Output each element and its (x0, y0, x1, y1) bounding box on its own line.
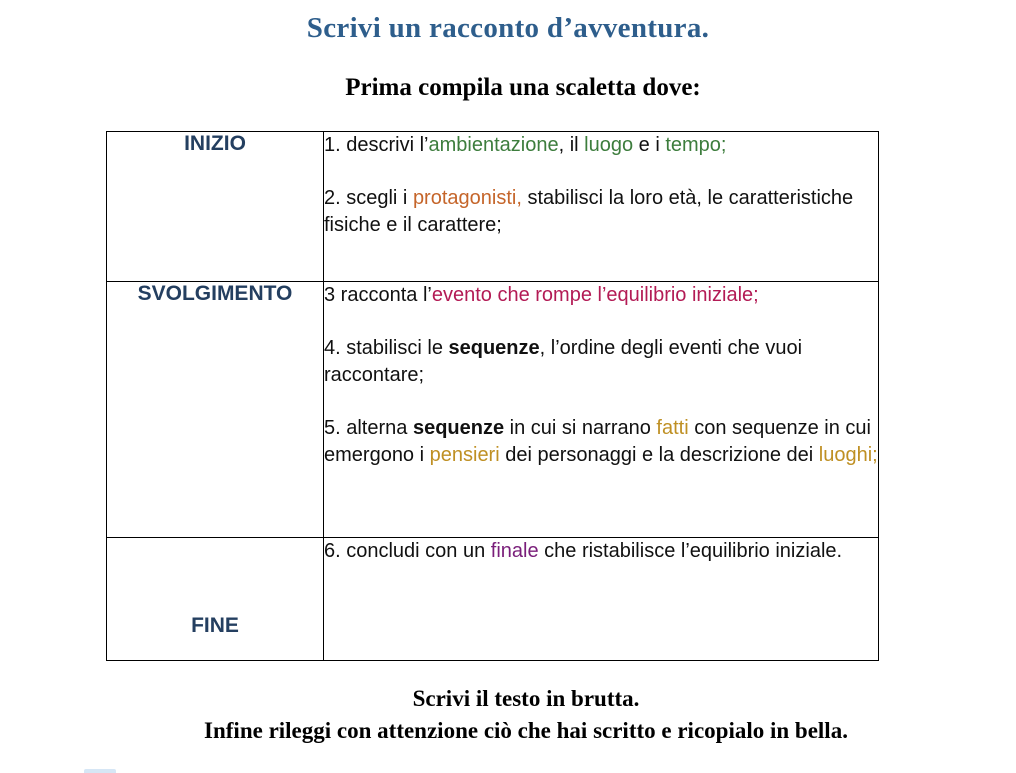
content-inizio (324, 132, 879, 282)
page-title: Scrivi un racconto d’avventura. (306, 12, 710, 44)
list-item-3: 3 racconta l’evento che rompe l’equilibrio iniziale; (324, 284, 759, 306)
list-item-4: 4. stabilisci le sequenze, l’ordine degli eventi che vuoi raccontare; (324, 337, 803, 386)
keyword-finale: finale (490, 540, 539, 562)
keyword-sequenze: sequenze (448, 337, 540, 359)
table-row-fine (107, 538, 879, 661)
page-subtitle: Prima compila una scaletta dove: (345, 74, 701, 101)
footer-instruction-1: Scrivi il testo in brutta. (412, 686, 640, 711)
label-fine: FINE (107, 538, 324, 661)
keyword-protagonisti: protagonisti, (412, 187, 522, 209)
list-item-5: 5. alterna sequenze in cui si narrano fatti con sequenze in cui emergono i pensieri dei personaggi e la descrizione dei luoghi; (324, 417, 878, 466)
keyword-fatti: fatti (656, 417, 689, 439)
page-corner-tab (84, 769, 116, 773)
list-item-6: 6. concludi con un finale che ristabilisce l’equilibrio iniziale. (324, 540, 843, 562)
label-svolgimento: SVOLGIMENTO (107, 282, 324, 538)
keyword-luogo: luogo (584, 134, 634, 156)
keyword-tempo: tempo; (665, 134, 727, 156)
keyword-pensieri: pensieri (429, 444, 500, 466)
keyword-evento: evento che rompe l’equilibrio iniziale; (431, 284, 759, 306)
table-row-svolgimento (107, 282, 879, 538)
keyword-luoghi: luoghi; (818, 444, 878, 466)
keyword-sequenze-2: sequenze (412, 417, 505, 439)
outline-table (106, 131, 879, 661)
footer-instruction-2: Infine rileggi con attenzione ciò che hai scritto e ricopialo in bella. (204, 718, 848, 743)
content-fine (324, 538, 879, 661)
content-svolgimento (324, 282, 879, 538)
list-item-1: 1. descrivi l’ambientazione, il luogo e i tempo; (324, 134, 727, 156)
list-item-2: 2. scegli i protagonisti, stabilisci la loro età, le caratteristiche fisiche e il carattere; (324, 187, 854, 236)
keyword-ambientazione: ambientazione (428, 134, 559, 156)
table-row-inizio (107, 132, 879, 282)
label-inizio: INIZIO (107, 132, 324, 282)
